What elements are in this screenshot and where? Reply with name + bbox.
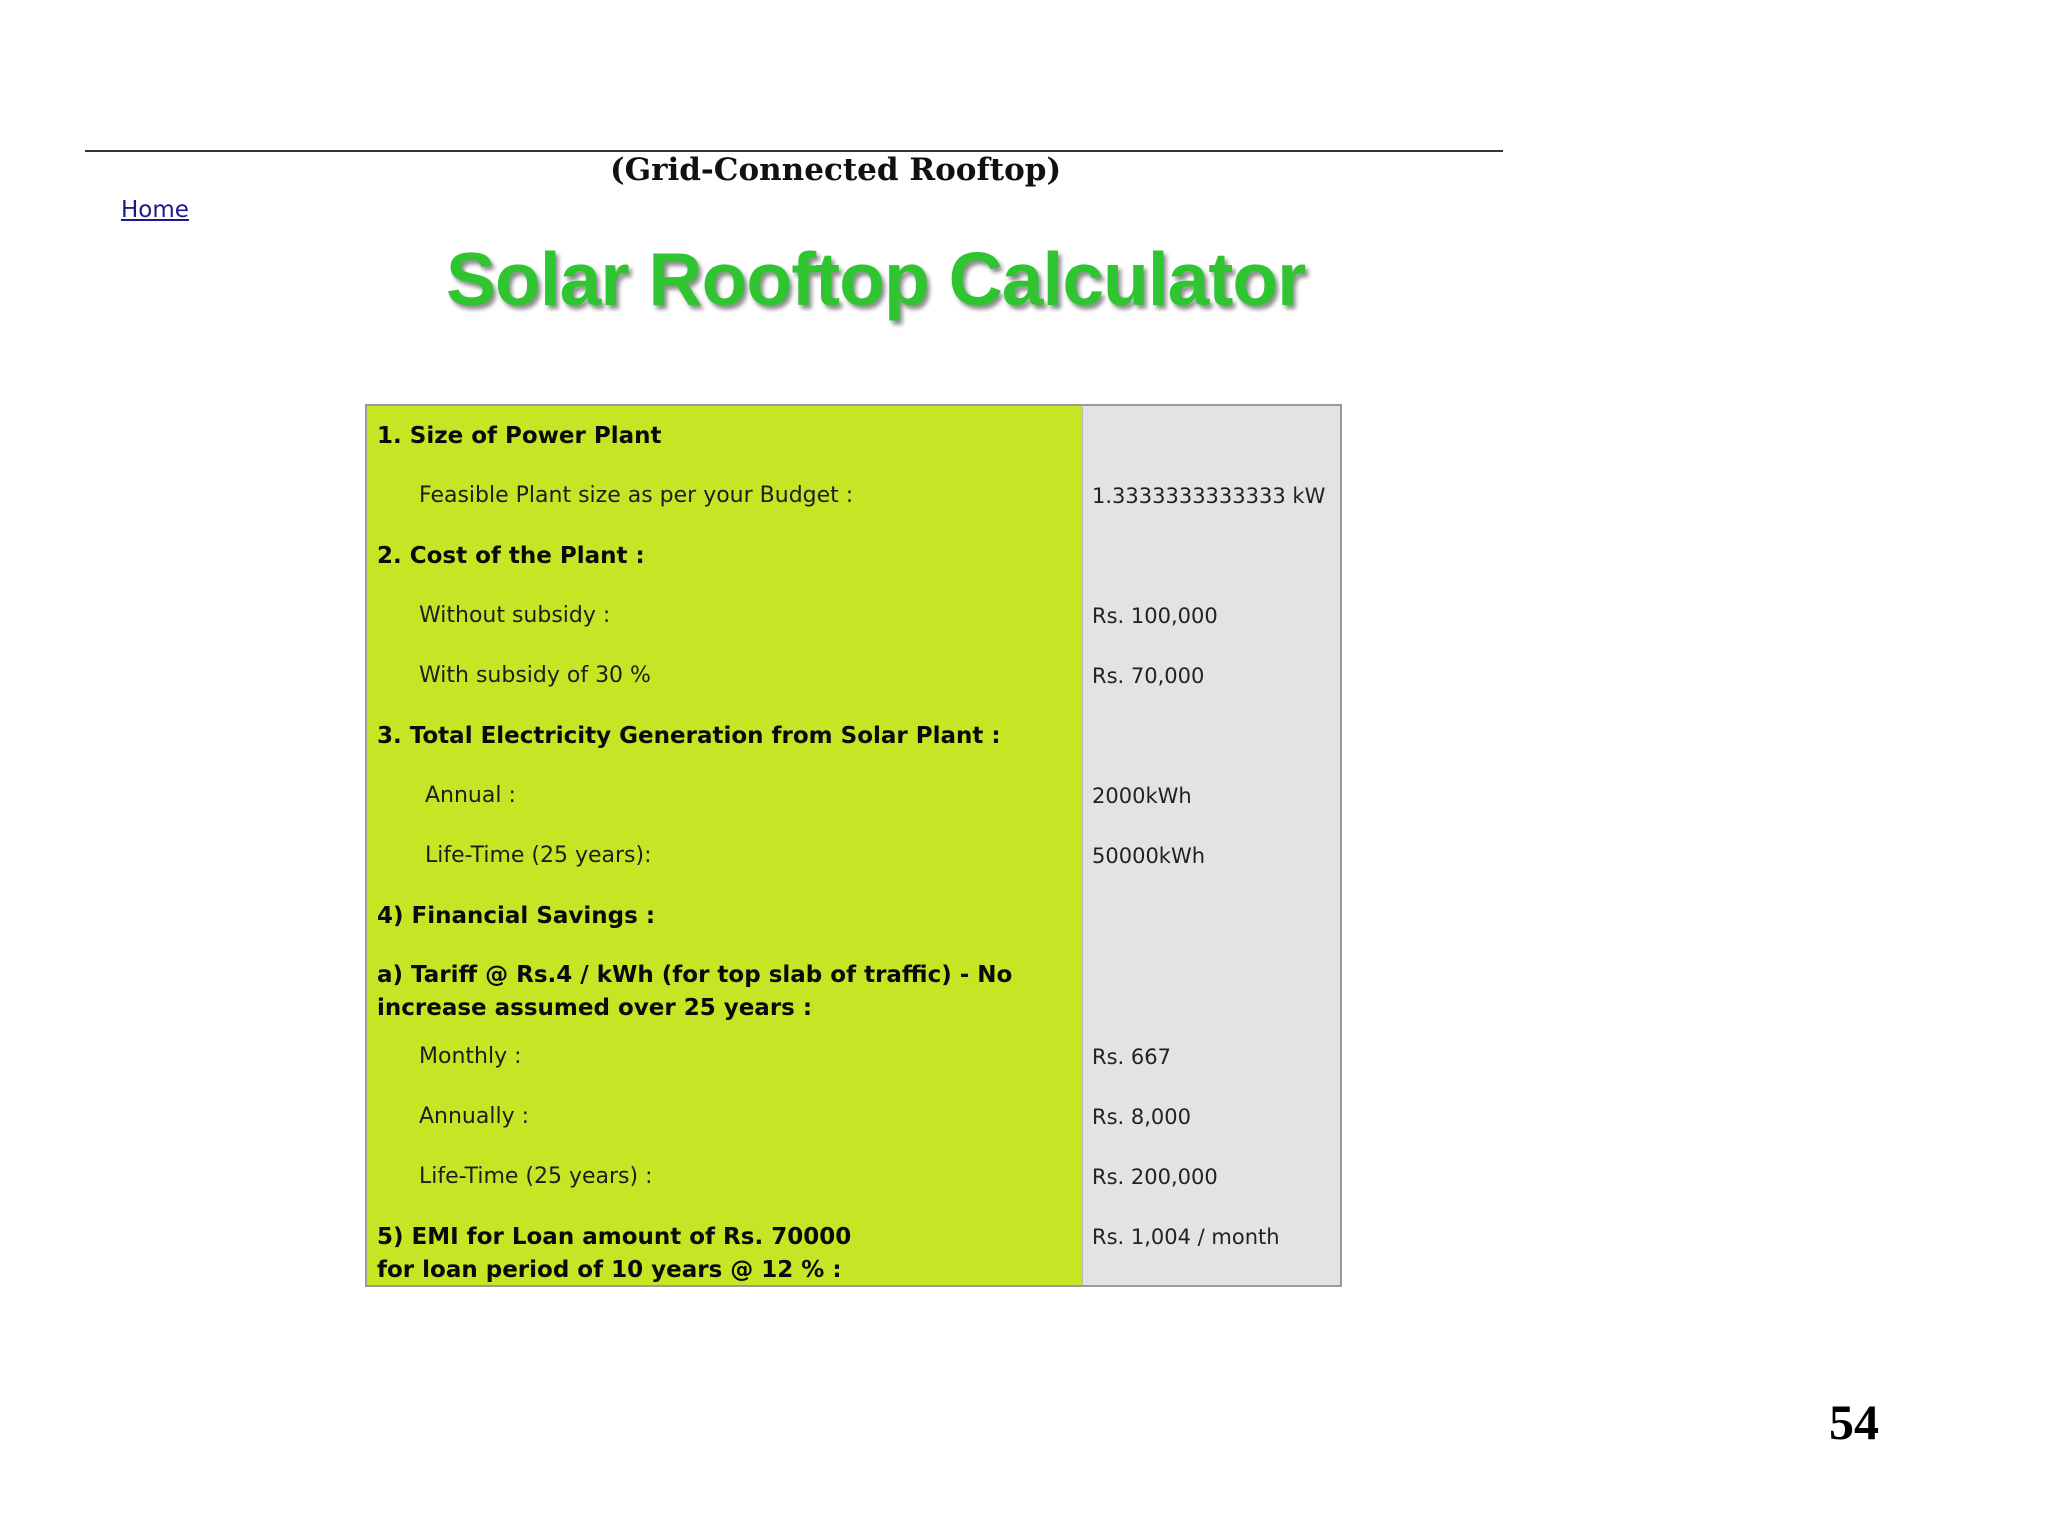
monthly-savings-value: Rs. 667 (1092, 1045, 1171, 1069)
section-heading-savings: 4) Financial Savings : (377, 903, 656, 929)
with-subsidy-value: Rs. 70,000 (1092, 664, 1205, 688)
annual-savings-label: Annually : (419, 1104, 530, 1129)
without-subsidy-label: Without subsidy : (419, 603, 611, 628)
tariff-note-line1: a) Tariff @ Rs.4 / kWh (for top slab of traffic) - No (377, 962, 1013, 988)
section-heading-cost: 2. Cost of the Plant : (377, 543, 645, 569)
slide-page-number: 54 (1829, 1394, 1879, 1450)
annual-savings-value: Rs. 8,000 (1092, 1105, 1192, 1129)
page-title: Solar Rooftop Calculator (446, 237, 1306, 321)
annual-generation-value: 2000kWh (1092, 784, 1192, 808)
with-subsidy-label: With subsidy of 30 % (419, 663, 651, 688)
page-subtitle: (Grid-Connected Rooftop) (610, 152, 1062, 188)
lifetime-generation-label: Life-Time (25 years): (425, 843, 652, 868)
lifetime-generation-value: 50000kWh (1092, 844, 1206, 868)
home-link[interactable]: Home (121, 197, 189, 223)
lifetime-savings-label: Life-Time (25 years) : (419, 1164, 653, 1189)
section-heading-size: 1. Size of Power Plant (377, 423, 662, 449)
annual-generation-label: Annual : (425, 783, 516, 808)
emi-line1: 5) EMI for Loan amount of Rs. 70000 (377, 1224, 852, 1250)
tariff-note-line2: increase assumed over 25 years : (377, 995, 813, 1021)
feasible-size-label: Feasible Plant size as per your Budget : (419, 483, 854, 508)
calculator-results-table (365, 404, 1342, 1287)
emi-line2: for loan period of 10 years @ 12 % : (377, 1257, 842, 1283)
section-heading-generation: 3. Total Electricity Generation from Solar Plant : (377, 723, 1001, 749)
lifetime-savings-value: Rs. 200,000 (1092, 1165, 1218, 1189)
value-column (1082, 406, 1340, 1285)
without-subsidy-value: Rs. 100,000 (1092, 604, 1218, 628)
feasible-size-value: 1.3333333333333 kW (1092, 484, 1326, 508)
emi-value: Rs. 1,004 / month (1092, 1225, 1280, 1249)
monthly-savings-label: Monthly : (419, 1044, 522, 1069)
label-column (367, 406, 1082, 1285)
